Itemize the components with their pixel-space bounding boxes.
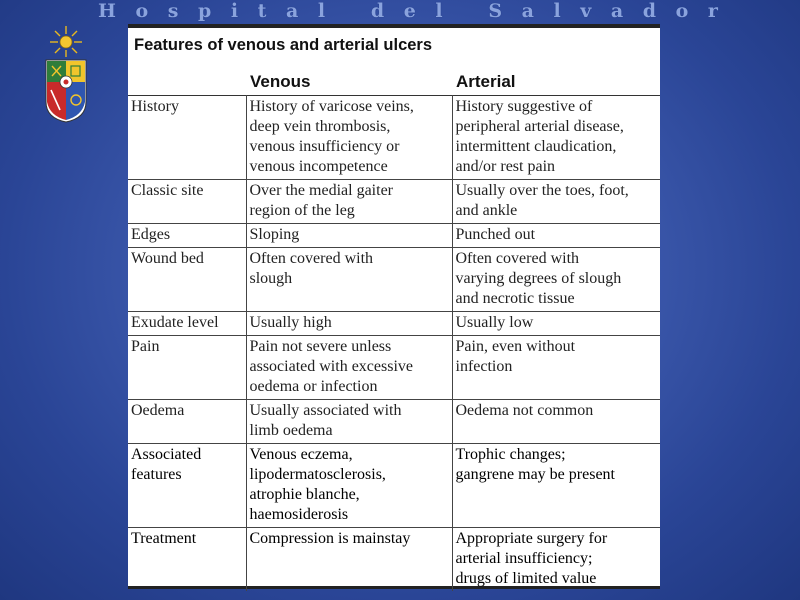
header-letter: a	[521, 0, 534, 22]
venous-cell	[246, 336, 452, 400]
header-letter: s	[167, 0, 179, 22]
row-label-cell	[128, 224, 246, 248]
cell-line: haemosiderosis	[249, 506, 349, 523]
venous-cell	[246, 180, 452, 224]
header-letter: p	[198, 0, 212, 22]
cell-line: Venous eczema,	[249, 446, 353, 463]
header-letter: l	[553, 0, 561, 22]
cell-line: gangrene may be present	[455, 466, 615, 483]
header-letter: a	[286, 0, 299, 22]
cell-line: Oedema not common	[455, 402, 594, 419]
table-row	[128, 180, 660, 224]
column-header-venous: Venous	[250, 72, 311, 91]
cell-line: oedema or infection	[249, 378, 378, 395]
header-letter: S	[488, 0, 503, 22]
header-letter: H	[98, 0, 116, 22]
cell-line: Sloping	[249, 226, 300, 243]
venous-cell	[246, 400, 452, 444]
cell-line: lipodermatosclerosis,	[249, 466, 386, 483]
cell-line: Oedema	[131, 402, 185, 419]
cell-line: History suggestive of	[455, 98, 593, 115]
cell-line: and/or rest pain	[455, 158, 556, 175]
cell-line: History of varicose veins,	[249, 98, 414, 115]
cell-line: Pain	[131, 338, 160, 355]
table-row	[128, 336, 660, 400]
header-letter: d	[642, 0, 657, 22]
table-body	[128, 96, 660, 592]
arterial-cell	[452, 96, 660, 180]
sun-icon	[50, 26, 82, 57]
row-label-cell	[128, 180, 246, 224]
venous-cell	[246, 528, 452, 592]
header-letter: o	[675, 0, 689, 22]
venous-cell	[246, 224, 452, 248]
venous-cell	[246, 444, 452, 528]
cell-line: venous insufficiency or	[249, 138, 400, 155]
cell-line: Classic site	[131, 182, 204, 199]
arterial-cell	[452, 180, 660, 224]
hospital-name-header	[98, 0, 718, 22]
cell-line: Treatment	[131, 530, 197, 547]
column-header-feature	[128, 68, 246, 96]
header-letter: t	[257, 0, 267, 22]
cell-line: Appropriate surgery for	[455, 530, 608, 547]
cell-line: Trophic changes;	[455, 446, 566, 463]
cell-line: deep vein thrombosis,	[249, 118, 391, 135]
cell-line: Over the medial gaiter	[249, 182, 393, 199]
arterial-cell	[452, 248, 660, 312]
venous-cell	[246, 312, 452, 336]
cell-line: venous incompetence	[249, 158, 388, 175]
cell-line: slough	[249, 270, 293, 287]
cell-line: Wound bed	[131, 250, 204, 267]
cell-line: Pain, even without	[455, 338, 576, 355]
row-label-cell	[128, 248, 246, 312]
ulcer-features-table	[128, 68, 660, 591]
arterial-cell	[452, 444, 660, 528]
shield-icon	[46, 60, 86, 122]
header-letter: a	[610, 0, 624, 22]
venous-cell	[246, 96, 452, 180]
header-letter: v	[580, 0, 592, 22]
row-label-cell	[128, 528, 246, 592]
cell-line: varying degrees of slough	[455, 270, 622, 287]
header-letter: e	[403, 0, 416, 22]
row-label-cell	[128, 336, 246, 400]
cell-line: Usually high	[249, 314, 332, 331]
cell-line: Usually low	[455, 314, 534, 331]
arterial-cell	[452, 312, 660, 336]
header-letter: d	[370, 0, 385, 22]
cell-line: Often covered with	[249, 250, 374, 267]
row-label-cell	[128, 96, 246, 180]
cell-line: and ankle	[455, 202, 518, 219]
header-letter: l	[317, 0, 326, 22]
header-letter: r	[707, 0, 718, 22]
arterial-cell	[452, 528, 660, 592]
table-row	[128, 96, 660, 180]
row-label-cell	[128, 444, 246, 528]
table-header-row	[128, 68, 660, 96]
cell-line: Edges	[131, 226, 171, 243]
ulcer-comparison-panel	[128, 24, 660, 589]
cell-line: and necrotic tissue	[455, 290, 575, 307]
header-space	[345, 0, 352, 22]
column-header-arterial: Arterial	[456, 72, 516, 91]
cell-line: peripheral arterial disease,	[455, 118, 624, 135]
header-letter: o	[135, 0, 149, 22]
cell-line: Often covered with	[455, 250, 580, 267]
cell-line: drugs of limited value	[455, 570, 597, 587]
arterial-cell	[452, 336, 660, 400]
cell-line: Associated	[131, 446, 202, 463]
table-row	[128, 312, 660, 336]
cell-line: arterial insufficiency;	[455, 550, 593, 567]
table-row	[128, 400, 660, 444]
cell-line: intermittent claudication,	[455, 138, 617, 155]
cell-line: Compression is mainstay	[249, 530, 411, 547]
row-label-cell	[128, 312, 246, 336]
header-letter: l	[435, 0, 443, 22]
table-row	[128, 444, 660, 528]
cell-line: associated with excessive	[249, 358, 413, 375]
table-title: Features of venous and arterial ulcers	[134, 36, 433, 54]
cell-line: Usually over the toes, foot,	[455, 182, 629, 199]
university-crest-icon	[38, 24, 94, 124]
cell-line: infection	[455, 358, 513, 375]
table-row	[128, 528, 660, 592]
table-row	[128, 248, 660, 312]
arterial-cell	[452, 224, 660, 248]
cell-line: atrophie blanche,	[249, 486, 360, 503]
cell-line: History	[131, 98, 179, 115]
table-row	[128, 224, 660, 248]
cell-line: Usually associated with	[249, 402, 402, 419]
venous-cell	[246, 248, 452, 312]
cell-line: features	[131, 466, 182, 483]
cell-line: limb oedema	[249, 422, 333, 439]
header-letter: i	[230, 0, 239, 22]
cell-line: region of the leg	[249, 202, 355, 219]
row-label-cell	[128, 400, 246, 444]
cell-line: Exudate level	[131, 314, 219, 331]
cell-line: Pain not severe unless	[249, 338, 392, 355]
arterial-cell	[452, 400, 660, 444]
header-space	[462, 0, 469, 22]
cell-line: Punched out	[455, 226, 536, 243]
